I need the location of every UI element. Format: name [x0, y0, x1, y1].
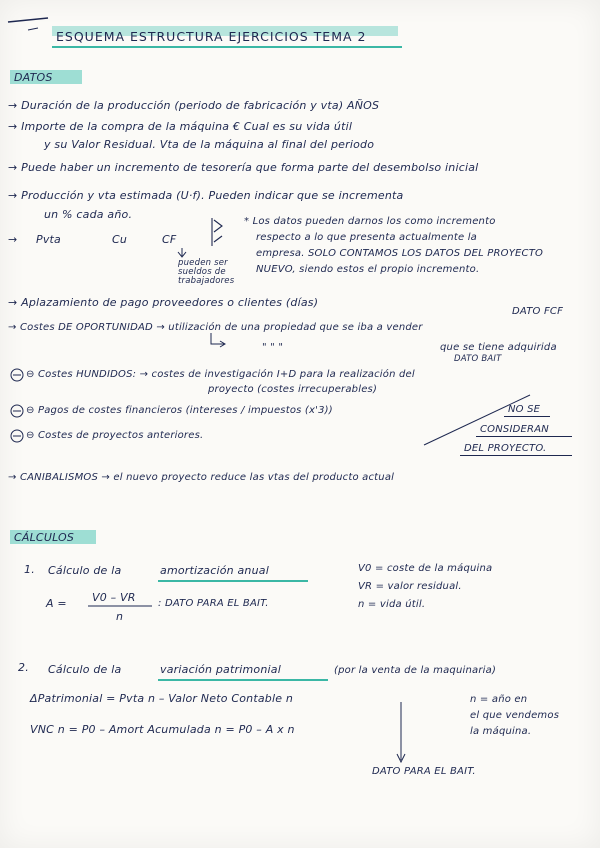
- title-underline: [52, 46, 402, 48]
- item-line: que se tiene adquirida: [440, 342, 557, 353]
- formula-numerator: V0 – VR: [92, 591, 136, 604]
- item-line: → Aplazamiento de pago proveedores o clientes (días): [8, 296, 319, 309]
- calc2-line1: ΔPatrimonial = Pvta n – Valor Neto Contable n: [30, 692, 294, 705]
- calc2-title-underlined: variación patrimonial: [160, 663, 281, 676]
- calc2-title-post: (por la venta de la maquinaria): [334, 665, 497, 676]
- cf-note: sueldos de: [178, 267, 226, 277]
- datos-line: → Duración de la producción (periodo de fabricación y vta) AÑOS: [8, 99, 380, 112]
- calc2-note: la máquina.: [470, 726, 532, 737]
- calc1-legend: n = vida útil.: [358, 599, 426, 610]
- calculos-heading: CÁLCULOS: [14, 531, 75, 544]
- pvta-label: Pvta: [36, 233, 61, 246]
- del-proyecto-label: DEL PROYECTO.: [464, 443, 547, 454]
- dato-fcf-label: DATO FCF: [512, 306, 564, 317]
- datos-line: → Producción y vta estimada (U·f). Pueden indicar que se incrementa: [8, 189, 404, 202]
- datos-line: un % cada año.: [44, 208, 133, 221]
- calc2-note: n = año en: [470, 694, 528, 705]
- calc2-note: el que vendemos: [470, 710, 560, 721]
- datos-line: y su Valor Residual. Vta de la máquina al final del periodo: [44, 138, 375, 151]
- pvta-note: respecto a lo que presenta actualmente la: [256, 232, 478, 243]
- cu-label: Cu: [112, 233, 128, 246]
- underline: [476, 436, 572, 437]
- calc2-title-underline: [158, 679, 328, 681]
- calc1-legend: V0 = coste de la máquina: [358, 563, 493, 574]
- item-line: ⊖ Costes HUNDIDOS: → costes de investigación I+D para la realización del: [26, 369, 415, 380]
- quote-marks: " " ": [262, 342, 284, 353]
- item-line: → Costes DE OPORTUNIDAD → utilización de una propiedad que se iba a vender: [8, 322, 423, 333]
- datos-heading: DATOS: [14, 71, 53, 84]
- calc1-number: 1.: [24, 563, 35, 576]
- calc1-legend: VR = valor residual.: [358, 581, 462, 592]
- item-line: proyecto (costes irrecuperables): [208, 384, 378, 395]
- calc2-dato: DATO PARA EL BAIT.: [372, 766, 476, 777]
- page-title: ESQUEMA ESTRUCTURA EJERCICIOS TEMA 2: [56, 29, 367, 44]
- formula-note: : DATO PARA EL BAIT.: [158, 598, 269, 609]
- item-line: → CANIBALISMOS → el nuevo proyecto reduce las vtas del producto actual: [8, 472, 395, 483]
- calc1-title-underlined: amortización anual: [160, 564, 269, 577]
- dato-bait-label: DATO BAIT: [454, 354, 502, 364]
- datos-line: → Importe de la compra de la máquina € Cual es su vida útil: [8, 120, 353, 133]
- pvta-note: NUEVO, siendo estos el propio incremento.: [256, 264, 480, 275]
- formula-a: A =: [46, 597, 67, 610]
- pvta-note: empresa. SOLO CONTAMOS LOS DATOS DEL PROYECTO: [256, 248, 544, 259]
- calc2-title-pre: Cálculo de la: [48, 663, 122, 676]
- underline: [460, 455, 572, 456]
- pvta-note: * Los datos pueden darnos los como incremento: [244, 216, 496, 227]
- cf-label: CF: [162, 233, 177, 246]
- no-se-label: NO SE: [508, 404, 541, 415]
- calc1-title-pre: Cálculo de la: [48, 564, 122, 577]
- formula-denominator: n: [116, 610, 124, 623]
- calc2-number: 2.: [18, 661, 29, 674]
- cf-note: pueden ser: [178, 258, 228, 268]
- pvta-arrow: →: [8, 233, 18, 246]
- item-line: ⊖ Pagos de costes financieros (intereses / impuestos (x'3)): [26, 405, 333, 416]
- datos-line: → Puede haber un incremento de tesorería que forma parte del desembolso inicial: [8, 161, 479, 174]
- consideran-label: CONSIDERAN: [480, 424, 549, 435]
- calc2-line2: VNC n = P0 – Amort Acumulada n = P0 – A x n: [30, 723, 295, 736]
- calc1-title-underline: [158, 580, 308, 582]
- item-line: ⊖ Costes de proyectos anteriores.: [26, 430, 204, 441]
- cf-note: trabajadores: [178, 276, 235, 286]
- underline: [504, 416, 550, 417]
